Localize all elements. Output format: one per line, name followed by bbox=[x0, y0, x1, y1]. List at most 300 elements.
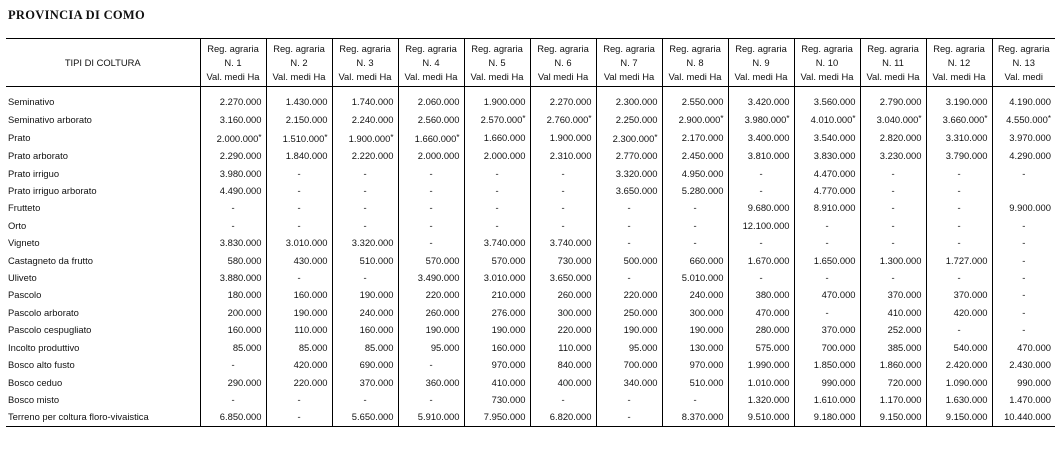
value-cell-region-6: 400.000 bbox=[530, 374, 596, 391]
crop-type-cell: Seminativo bbox=[8, 96, 55, 107]
value-cell-region-10: - bbox=[794, 217, 860, 234]
value-cell-region-7: 2.770.000 bbox=[596, 147, 662, 164]
value-cell-region-11: 3.040.000* bbox=[860, 110, 926, 128]
value-cell-region-6: 730.000 bbox=[530, 252, 596, 269]
crop-type-cell: Castagneto da frutto bbox=[8, 254, 93, 266]
value-cell-region-10: 9.180.000 bbox=[794, 408, 860, 426]
crop-type-cell: Uliveto bbox=[8, 272, 37, 284]
value-cell-region-8: 300.000 bbox=[662, 304, 728, 321]
value-cell-region-12: 1.630.000 bbox=[926, 391, 992, 408]
value-cell-region-3: 690.000 bbox=[332, 356, 398, 373]
value-cell-region-6: - bbox=[530, 165, 596, 182]
value-cell-region-4: 220.000 bbox=[398, 286, 464, 303]
region-prefix-label: Reg. agraria bbox=[933, 43, 985, 54]
asterisk-marker: * bbox=[588, 114, 592, 124]
value-cell-region-3: 85.000 bbox=[332, 339, 398, 356]
value-cell-region-7: 700.000 bbox=[596, 356, 662, 373]
value-cell-region-5: 1.900.000 bbox=[464, 87, 530, 111]
table-row bbox=[6, 234, 1055, 251]
asterisk-marker: * bbox=[918, 114, 922, 124]
value-cell-region-5: 570.000 bbox=[464, 252, 530, 269]
value-cell-region-10: - bbox=[794, 304, 860, 321]
asterisk-marker: * bbox=[654, 132, 658, 142]
crop-type-cell: Vigneto bbox=[8, 237, 40, 249]
value-cell-region-2: 420.000 bbox=[266, 356, 332, 373]
region-prefix-label: Reg. agraria bbox=[997, 43, 1050, 54]
value-cell-region-10: 4.770.000 bbox=[794, 182, 860, 199]
value-cell-region-6: 2.760.000* bbox=[530, 110, 596, 128]
value-cell-region-3: 510.000 bbox=[332, 252, 398, 269]
value-cell-region-13: - bbox=[992, 286, 1055, 303]
value-cell-region-3: - bbox=[332, 182, 398, 199]
value-cell-region-1: - bbox=[200, 217, 266, 234]
table-row bbox=[6, 199, 1055, 216]
region-unit-label: Val medi Ha bbox=[537, 71, 589, 82]
value-cell-region-2: - bbox=[266, 182, 332, 199]
column-header-region-8 bbox=[662, 39, 728, 87]
value-cell-region-11: 1.170.000 bbox=[860, 391, 926, 408]
value-cell-region-1: 180.000 bbox=[200, 286, 266, 303]
value-cell-region-6: 2.310.000 bbox=[530, 147, 596, 164]
value-cell-region-1: 160.000 bbox=[200, 321, 266, 338]
value-cell-region-1: 580.000 bbox=[200, 252, 266, 269]
value-cell-region-5: 1.660.000 bbox=[464, 129, 530, 147]
region-number-label: N. 11 bbox=[882, 57, 904, 68]
value-cell-region-8: 510.000 bbox=[662, 374, 728, 391]
table-row bbox=[6, 286, 1055, 303]
value-cell-region-5: 7.950.000 bbox=[464, 408, 530, 426]
value-cell-region-12: 3.190.000 bbox=[926, 87, 992, 111]
value-cell-region-4: - bbox=[398, 217, 464, 234]
region-number-label: N. 10 bbox=[815, 57, 839, 68]
value-cell-region-7: 2.300.000 bbox=[596, 87, 662, 111]
value-cell-region-10: 3.540.000 bbox=[794, 129, 860, 147]
value-cell-region-4: 5.910.000 bbox=[398, 408, 464, 426]
value-cell-region-11: 720.000 bbox=[860, 374, 926, 391]
value-cell-region-8: - bbox=[662, 199, 728, 216]
table-row bbox=[6, 408, 1055, 426]
value-cell-region-13: 470.000 bbox=[992, 339, 1055, 356]
region-prefix-label: Reg. agraria bbox=[405, 43, 457, 54]
value-cell-region-1: 200.000 bbox=[200, 304, 266, 321]
value-cell-region-4: 1.660.000* bbox=[398, 129, 464, 147]
table-row bbox=[6, 110, 1055, 128]
value-cell-region-8: 2.170.000 bbox=[662, 129, 728, 147]
crop-type-cell: Incolto produttivo bbox=[8, 341, 80, 353]
table-row bbox=[6, 339, 1055, 356]
region-number-label: N. 12 bbox=[947, 57, 971, 68]
region-unit-label: Val. medi Ha bbox=[866, 71, 920, 82]
asterisk-marker: * bbox=[522, 114, 526, 124]
region-unit-label: Val medi Ha bbox=[603, 71, 655, 82]
value-cell-region-6: 110.000 bbox=[530, 339, 596, 356]
region-number-label: N. 2 bbox=[290, 57, 308, 68]
region-prefix-label: Reg. agraria bbox=[735, 43, 787, 54]
value-cell-region-11: 1.300.000 bbox=[860, 252, 926, 269]
value-cell-region-6: 220.000 bbox=[530, 321, 596, 338]
value-cell-region-12: - bbox=[926, 321, 992, 338]
crop-type-cell: Terreno per coltura floro-vivaistica bbox=[8, 411, 149, 423]
crop-type-cell: Bosco alto fusto bbox=[8, 359, 75, 371]
value-cell-region-5: 160.000 bbox=[464, 339, 530, 356]
region-number-label: N. 9 bbox=[752, 57, 770, 68]
value-cell-region-10: 990.000 bbox=[794, 374, 860, 391]
value-cell-region-2: 220.000 bbox=[266, 374, 332, 391]
valuation-table bbox=[6, 38, 1055, 427]
table-row bbox=[6, 147, 1055, 164]
value-cell-region-7: - bbox=[596, 217, 662, 234]
value-cell-region-5: 276.000 bbox=[464, 304, 530, 321]
value-cell-region-10: 4.010.000* bbox=[794, 110, 860, 128]
value-cell-region-7: - bbox=[596, 391, 662, 408]
value-cell-region-11: - bbox=[860, 199, 926, 216]
asterisk-marker: * bbox=[984, 114, 988, 124]
region-unit-label: Val. medi Ha bbox=[800, 71, 854, 82]
table-row bbox=[6, 87, 1055, 111]
value-cell-region-13: 10.440.000 bbox=[992, 408, 1055, 426]
value-cell-region-8: 5.010.000 bbox=[662, 269, 728, 286]
value-cell-region-13: - bbox=[992, 252, 1055, 269]
region-number-label: N. 5 bbox=[488, 57, 506, 68]
table-row bbox=[6, 304, 1055, 321]
asterisk-marker: * bbox=[324, 132, 328, 142]
column-header-region-11 bbox=[860, 39, 926, 87]
value-cell-region-4: 2.000.000 bbox=[398, 147, 464, 164]
value-cell-region-8: 130.000 bbox=[662, 339, 728, 356]
value-cell-region-8: 970.000 bbox=[662, 356, 728, 373]
value-cell-region-12: - bbox=[926, 182, 992, 199]
value-cell-region-10: 8.910.000 bbox=[794, 199, 860, 216]
value-cell-region-12: 9.150.000 bbox=[926, 408, 992, 426]
table-header bbox=[6, 39, 1055, 87]
asterisk-marker: * bbox=[258, 132, 262, 142]
region-number-label: N. 4 bbox=[422, 57, 440, 68]
value-cell-region-9: 1.990.000 bbox=[728, 356, 794, 373]
table-row bbox=[6, 165, 1055, 182]
value-cell-region-7: 500.000 bbox=[596, 252, 662, 269]
region-unit-label: Val. medi Ha bbox=[272, 71, 326, 82]
table-body bbox=[6, 87, 1055, 427]
value-cell-region-6: - bbox=[530, 199, 596, 216]
value-cell-region-6: 6.820.000 bbox=[530, 408, 596, 426]
asterisk-marker: * bbox=[786, 114, 790, 124]
value-cell-region-7: - bbox=[596, 199, 662, 216]
column-header-region-9 bbox=[728, 39, 794, 87]
value-cell-region-2: 1.840.000 bbox=[266, 147, 332, 164]
value-cell-region-7: 3.320.000 bbox=[596, 165, 662, 182]
value-cell-region-5: 3.740.000 bbox=[464, 234, 530, 251]
value-cell-region-8: 190.000 bbox=[662, 321, 728, 338]
crop-type-cell: Seminativo arborato bbox=[8, 113, 92, 125]
value-cell-region-13: - bbox=[992, 304, 1055, 321]
value-cell-region-4: 2.560.000 bbox=[398, 110, 464, 128]
value-cell-region-12: 1.727.000 bbox=[926, 252, 992, 269]
region-prefix-label: Reg. agraria bbox=[207, 43, 259, 54]
value-cell-region-1: - bbox=[200, 356, 266, 373]
region-number-label: N. 13 bbox=[1012, 57, 1035, 68]
region-prefix-label: Reg. agraria bbox=[867, 43, 919, 54]
value-cell-region-9: 380.000 bbox=[728, 286, 794, 303]
value-cell-region-12: - bbox=[926, 165, 992, 182]
value-cell-region-2: 1.510.000* bbox=[266, 129, 332, 147]
value-cell-region-6: 3.740.000 bbox=[530, 234, 596, 251]
region-number-label: N. 3 bbox=[356, 57, 374, 68]
value-cell-region-2: - bbox=[266, 217, 332, 234]
region-prefix-label: Reg. agraria bbox=[801, 43, 853, 54]
value-cell-region-12: 540.000 bbox=[926, 339, 992, 356]
value-cell-region-8: 8.370.000 bbox=[662, 408, 728, 426]
value-cell-region-6: - bbox=[530, 182, 596, 199]
value-cell-region-13: 4.190.000 bbox=[992, 87, 1055, 111]
table-row bbox=[6, 321, 1055, 338]
region-number-label: N. 7 bbox=[620, 57, 638, 68]
value-cell-region-9: 12.100.000 bbox=[728, 217, 794, 234]
value-cell-region-4: 260.000 bbox=[398, 304, 464, 321]
region-number-label: N. 8 bbox=[686, 57, 704, 68]
value-cell-region-1: 2.270.000 bbox=[200, 87, 266, 111]
value-cell-region-11: 252.000 bbox=[860, 321, 926, 338]
value-cell-region-13: - bbox=[992, 321, 1055, 338]
value-cell-region-12: - bbox=[926, 217, 992, 234]
value-cell-region-10: 470.000 bbox=[794, 286, 860, 303]
value-cell-region-10: 1.610.000 bbox=[794, 391, 860, 408]
value-cell-region-3: 2.240.000 bbox=[332, 110, 398, 128]
value-cell-region-7: 2.300.000* bbox=[596, 129, 662, 147]
value-cell-region-4: - bbox=[398, 199, 464, 216]
value-cell-region-11: 2.790.000 bbox=[860, 87, 926, 111]
region-prefix-label: Reg. agraria bbox=[537, 43, 589, 54]
value-cell-region-12: 370.000 bbox=[926, 286, 992, 303]
value-cell-region-3: 160.000 bbox=[332, 321, 398, 338]
value-cell-region-11: - bbox=[860, 234, 926, 251]
asterisk-marker: * bbox=[1047, 114, 1051, 124]
asterisk-marker: * bbox=[390, 132, 394, 142]
value-cell-region-5: - bbox=[464, 182, 530, 199]
value-cell-region-11: - bbox=[860, 165, 926, 182]
value-cell-region-7: 340.000 bbox=[596, 374, 662, 391]
value-cell-region-3: - bbox=[332, 165, 398, 182]
value-cell-region-7: 190.000 bbox=[596, 321, 662, 338]
value-cell-region-4: 3.490.000 bbox=[398, 269, 464, 286]
value-cell-region-9: - bbox=[728, 234, 794, 251]
value-cell-region-5: - bbox=[464, 199, 530, 216]
value-cell-region-13: 4.290.000 bbox=[992, 147, 1055, 164]
column-header-region-10 bbox=[794, 39, 860, 87]
value-cell-region-8: 2.550.000 bbox=[662, 87, 728, 111]
region-unit-label: Val. medi Ha bbox=[734, 71, 788, 82]
value-cell-region-7: 2.250.000 bbox=[596, 110, 662, 128]
value-cell-region-6: - bbox=[530, 217, 596, 234]
value-cell-region-8: 240.000 bbox=[662, 286, 728, 303]
value-cell-region-13 bbox=[992, 182, 1055, 199]
value-cell-region-13: 3.970.000 bbox=[992, 129, 1055, 147]
value-cell-region-5: 410.000 bbox=[464, 374, 530, 391]
value-cell-region-10: 1.650.000 bbox=[794, 252, 860, 269]
crop-type-cell: Pascolo arborato bbox=[8, 306, 79, 318]
value-cell-region-2: 190.000 bbox=[266, 304, 332, 321]
value-cell-region-8: 2.900.000* bbox=[662, 110, 728, 128]
value-cell-region-2: - bbox=[266, 269, 332, 286]
value-cell-region-2: - bbox=[266, 165, 332, 182]
value-cell-region-3: 370.000 bbox=[332, 374, 398, 391]
value-cell-region-11: 2.820.000 bbox=[860, 129, 926, 147]
value-cell-region-11: - bbox=[860, 182, 926, 199]
value-cell-region-13: 990.000 bbox=[992, 374, 1055, 391]
value-cell-region-2: 85.000 bbox=[266, 339, 332, 356]
value-cell-region-12: 3.310.000 bbox=[926, 129, 992, 147]
region-number-label: N. 1 bbox=[224, 57, 242, 68]
asterisk-marker: * bbox=[456, 132, 460, 142]
value-cell-region-5: - bbox=[464, 165, 530, 182]
asterisk-marker: * bbox=[720, 114, 724, 124]
value-cell-region-9: 3.420.000 bbox=[728, 87, 794, 111]
value-cell-region-7: - bbox=[596, 408, 662, 426]
value-cell-region-9: 1.670.000 bbox=[728, 252, 794, 269]
value-cell-region-11: 1.860.000 bbox=[860, 356, 926, 373]
value-cell-region-1: 2.000.000* bbox=[200, 129, 266, 147]
region-unit-label: Val. medi Ha bbox=[206, 71, 260, 82]
value-cell-region-13: - bbox=[992, 217, 1055, 234]
value-cell-region-2: 110.000 bbox=[266, 321, 332, 338]
value-cell-region-3: 5.650.000 bbox=[332, 408, 398, 426]
value-cell-region-9: 3.810.000 bbox=[728, 147, 794, 164]
value-cell-region-11: 385.000 bbox=[860, 339, 926, 356]
value-cell-region-7: 95.000 bbox=[596, 339, 662, 356]
value-cell-region-6: 2.270.000 bbox=[530, 87, 596, 111]
value-cell-region-9: 9.680.000 bbox=[728, 199, 794, 216]
value-cell-region-10: - bbox=[794, 269, 860, 286]
value-cell-region-1: 3.830.000 bbox=[200, 234, 266, 251]
column-header-region-7 bbox=[596, 39, 662, 87]
value-cell-region-11: 370.000 bbox=[860, 286, 926, 303]
table-row bbox=[6, 129, 1055, 147]
value-cell-region-11: 410.000 bbox=[860, 304, 926, 321]
value-cell-region-13: 9.900.000 bbox=[992, 199, 1055, 216]
value-cell-region-12: - bbox=[926, 199, 992, 216]
value-cell-region-8: - bbox=[662, 217, 728, 234]
region-number-label: N. 6 bbox=[554, 57, 572, 68]
value-cell-region-2: - bbox=[266, 408, 332, 426]
value-cell-region-1: 2.290.000 bbox=[200, 147, 266, 164]
value-cell-region-4: 190.000 bbox=[398, 321, 464, 338]
value-cell-region-4: - bbox=[398, 182, 464, 199]
value-cell-region-5: 190.000 bbox=[464, 321, 530, 338]
region-unit-label: Val. medi bbox=[1004, 71, 1043, 82]
value-cell-region-10: 3.830.000 bbox=[794, 147, 860, 164]
value-cell-region-12: - bbox=[926, 234, 992, 251]
region-prefix-label: Reg. agraria bbox=[339, 43, 391, 54]
value-cell-region-4: - bbox=[398, 165, 464, 182]
value-cell-region-13: 1.470.000 bbox=[992, 391, 1055, 408]
region-prefix-label: Reg. agraria bbox=[603, 43, 655, 54]
value-cell-region-9: 280.000 bbox=[728, 321, 794, 338]
region-prefix-label: Reg. agraria bbox=[471, 43, 523, 54]
value-cell-region-1: - bbox=[200, 391, 266, 408]
crop-type-cell: Frutteto bbox=[8, 202, 41, 214]
value-cell-region-8: - bbox=[662, 234, 728, 251]
column-header-region-12 bbox=[926, 39, 992, 87]
value-cell-region-9: - bbox=[728, 182, 794, 199]
value-cell-region-2: 430.000 bbox=[266, 252, 332, 269]
value-cell-region-13: 4.550.000* bbox=[992, 110, 1055, 128]
value-cell-region-2: 2.150.000 bbox=[266, 110, 332, 128]
value-cell-region-3: - bbox=[332, 199, 398, 216]
value-cell-region-8: 660.000 bbox=[662, 252, 728, 269]
value-cell-region-11: 3.230.000 bbox=[860, 147, 926, 164]
table-row bbox=[6, 217, 1055, 234]
value-cell-region-2: - bbox=[266, 391, 332, 408]
crop-type-cell: Pascolo cespugliato bbox=[8, 324, 92, 336]
column-header-region-6 bbox=[530, 39, 596, 87]
value-cell-region-9: 470.000 bbox=[728, 304, 794, 321]
table-row bbox=[6, 252, 1055, 269]
table-row bbox=[6, 269, 1055, 286]
value-cell-region-7: - bbox=[596, 234, 662, 251]
value-cell-region-5: 730.000 bbox=[464, 391, 530, 408]
column-header-region-1 bbox=[200, 39, 266, 87]
value-cell-region-5: 2.000.000 bbox=[464, 147, 530, 164]
value-cell-region-1: 85.000 bbox=[200, 339, 266, 356]
value-cell-region-3: 240.000 bbox=[332, 304, 398, 321]
value-cell-region-6: - bbox=[530, 391, 596, 408]
value-cell-region-10: 370.000 bbox=[794, 321, 860, 338]
value-cell-region-1: 3.980.000 bbox=[200, 165, 266, 182]
value-cell-region-4: 2.060.000 bbox=[398, 87, 464, 111]
value-cell-region-9: - bbox=[728, 165, 794, 182]
region-prefix-label: Reg. agraria bbox=[669, 43, 721, 54]
crop-type-cell: Prato irriguo arborato bbox=[8, 185, 97, 197]
value-cell-region-4: - bbox=[398, 356, 464, 373]
crop-type-cell: Prato bbox=[8, 132, 31, 144]
value-cell-region-8: 2.450.000 bbox=[662, 147, 728, 164]
value-cell-region-13: 2.430.000 bbox=[992, 356, 1055, 373]
value-cell-region-5: - bbox=[464, 217, 530, 234]
column-header-region-2 bbox=[266, 39, 332, 87]
value-cell-region-5: 210.000 bbox=[464, 286, 530, 303]
value-cell-region-12: 1.090.000 bbox=[926, 374, 992, 391]
value-cell-region-8: - bbox=[662, 391, 728, 408]
value-cell-region-2: - bbox=[266, 199, 332, 216]
value-cell-region-1: 3.160.000 bbox=[200, 110, 266, 128]
value-cell-region-8: 4.950.000 bbox=[662, 165, 728, 182]
value-cell-region-9: 9.510.000 bbox=[728, 408, 794, 426]
value-cell-region-9: 1.010.000 bbox=[728, 374, 794, 391]
value-cell-region-2: 1.430.000 bbox=[266, 87, 332, 111]
value-cell-region-8: 5.280.000 bbox=[662, 182, 728, 199]
value-cell-region-11: 9.150.000 bbox=[860, 408, 926, 426]
value-cell-region-5: 970.000 bbox=[464, 356, 530, 373]
value-cell-region-9: 3.980.000* bbox=[728, 110, 794, 128]
value-cell-region-4: 570.000 bbox=[398, 252, 464, 269]
value-cell-region-6: 840.000 bbox=[530, 356, 596, 373]
value-cell-region-11: - bbox=[860, 217, 926, 234]
value-cell-region-5: 2.570.000* bbox=[464, 110, 530, 128]
value-cell-region-13: - bbox=[992, 234, 1055, 251]
crop-type-cell: Bosco ceduo bbox=[8, 376, 63, 388]
asterisk-marker: * bbox=[852, 114, 856, 124]
value-cell-region-2: 3.010.000 bbox=[266, 234, 332, 251]
value-cell-region-5: 3.010.000 bbox=[464, 269, 530, 286]
table-row bbox=[6, 374, 1055, 391]
value-cell-region-4: - bbox=[398, 391, 464, 408]
column-header-region-13 bbox=[992, 39, 1055, 87]
value-cell-region-1: - bbox=[200, 199, 266, 216]
table-row bbox=[6, 391, 1055, 408]
value-cell-region-10: 700.000 bbox=[794, 339, 860, 356]
value-cell-region-12: - bbox=[926, 269, 992, 286]
value-cell-region-11: - bbox=[860, 269, 926, 286]
table-row bbox=[6, 182, 1055, 199]
